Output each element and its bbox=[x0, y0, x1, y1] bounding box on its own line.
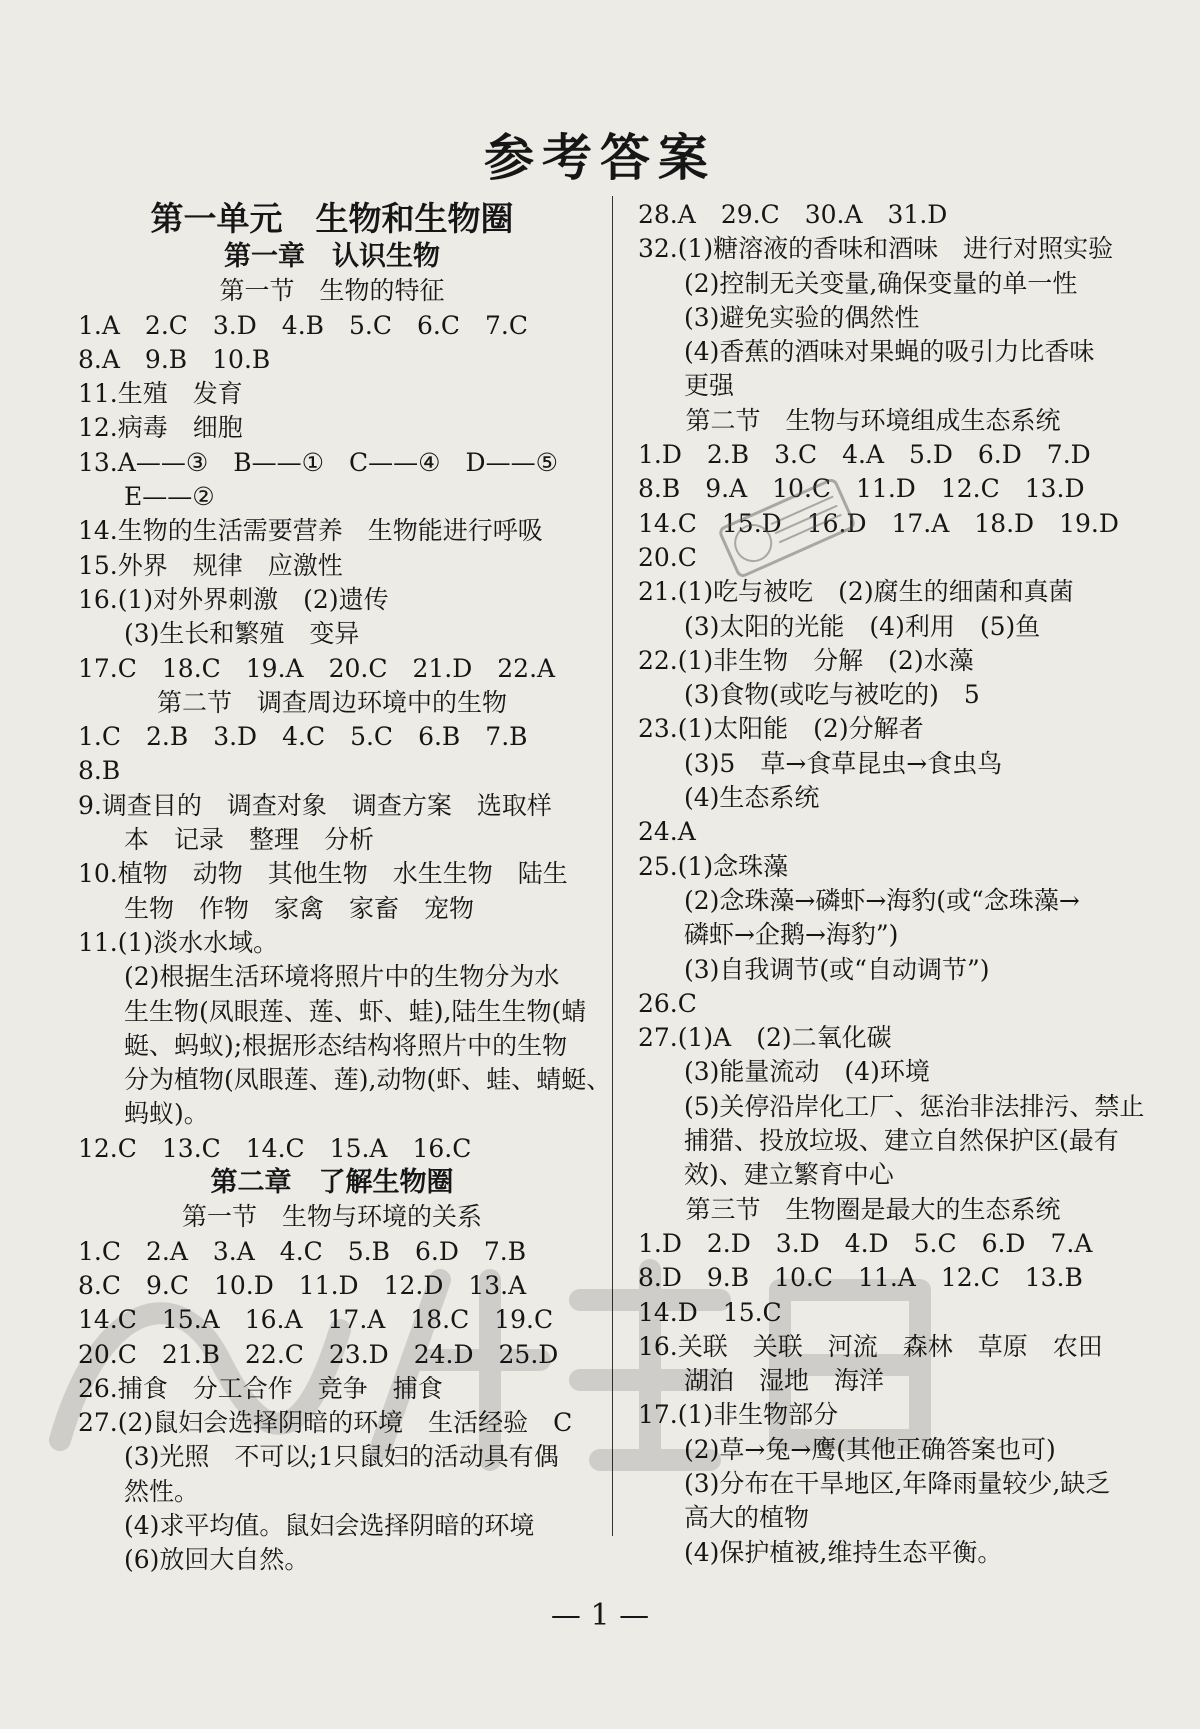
answer-line: (4)香蕉的酒味对果蝇的吸引力比香味 bbox=[684, 337, 1095, 367]
answer-line: (6)放回大自然。 bbox=[124, 1545, 310, 1575]
answer-line: 28.A 29.C 30.A 31.D bbox=[638, 200, 948, 229]
answer-line: 16.关联 关联 河流 森林 草原 农田 bbox=[638, 1331, 1103, 1361]
section-heading: 第二节 调查周边环境中的生物 bbox=[156, 687, 507, 717]
section-heading: 第一节 生物与环境的关系 bbox=[181, 1202, 482, 1232]
answer-line: 22.(1)非生物 分解 (2)水藻 bbox=[638, 645, 974, 675]
answer-line: 蜓、蚂蚁);根据形态结构将照片中的生物 bbox=[124, 1030, 568, 1060]
answer-line: 23.(1)太阳能 (2)分解者 bbox=[638, 714, 924, 744]
answer-line: 磷虾→企鹅→海豹”) bbox=[684, 920, 899, 950]
answer-line: (3)分布在干旱地区,年降雨量较少,缺乏 bbox=[684, 1468, 1111, 1498]
answer-line: 24.A bbox=[638, 817, 696, 847]
section-heading: 第二节 生物与环境组成生态系统 bbox=[685, 405, 1061, 435]
answer-line: (2)控制无关变量,确保变量的单一性 bbox=[684, 268, 1078, 298]
answer-line: (4)生态系统 bbox=[684, 783, 820, 813]
answer-line: 12.病毒 细胞 bbox=[78, 413, 243, 443]
answer-line: 生物 作物 家禽 家畜 宠物 bbox=[124, 893, 475, 923]
answer-line: (3)太阳的光能 (4)利用 (5)鱼 bbox=[684, 611, 1041, 641]
answer-line: (3)生长和繁殖 变异 bbox=[124, 619, 360, 649]
answer-line: 16.(1)对外界刺激 (2)遗传 bbox=[78, 584, 389, 614]
answer-line: 8.C 9.C 10.D 11.D 12.D 13.A bbox=[78, 1270, 527, 1300]
answer-line: 10.植物 动物 其他生物 水生生物 陆生 bbox=[78, 859, 568, 889]
chapter-heading: 第二章 了解生物圈 bbox=[210, 1167, 454, 1199]
answer-line: 湖泊 湿地 海洋 bbox=[684, 1366, 885, 1396]
right-column bbox=[638, 198, 1145, 1570]
answer-line: 1.D 2.D 3.D 4.D 5.C 6.D 7.A bbox=[638, 1228, 1093, 1258]
answer-line: (2)草→兔→鹰(其他正确答案也可) bbox=[684, 1434, 1056, 1464]
answer-line: 14.C 15.A 16.A 17.A 18.C 19.C bbox=[78, 1305, 554, 1335]
answer-line: 效)、建立繁育中心 bbox=[684, 1160, 894, 1190]
page-number: — 1 — bbox=[550, 1598, 650, 1633]
answer-line: (2)根据生活环境将照片中的生物分为水 bbox=[124, 962, 560, 992]
chapter-heading: 第一章 认识生物 bbox=[224, 241, 440, 272]
answer-line: 生生物(凤眼莲、莲、虾、蛙),陆生生物(蜻 bbox=[124, 996, 587, 1026]
answer-line: (5)关停沿岸化工厂、惩治非法排污、禁止 bbox=[684, 1091, 1145, 1121]
answer-line: 13.A——③ B——① C——④ D——⑤ bbox=[78, 447, 559, 477]
answer-line: 1.D 2.B 3.C 4.A 5.D 6.D 7.D bbox=[638, 440, 1091, 470]
answer-line: (3)避免实验的偶然性 bbox=[684, 302, 920, 332]
answer-line: (3)自我调节(或“自动调节”) bbox=[684, 954, 990, 984]
answer-line: 8.B 9.A 10.C 11.D 12.C 13.D bbox=[638, 474, 1085, 504]
answer-line: 1.C 2.B 3.D 4.C 5.C 6.B 7.B bbox=[78, 722, 528, 752]
answer-line: 26.捕食 分工合作 竞争 捕食 bbox=[78, 1373, 443, 1403]
answer-line: 更强 bbox=[684, 371, 735, 401]
page-title: 参考答案 bbox=[484, 129, 716, 187]
answer-line: 14.D 15.C bbox=[638, 1297, 782, 1327]
answer-line: (3)光照 不可以;1只鼠妇的活动具有偶 bbox=[124, 1442, 559, 1472]
answer-line: 25.(1)念珠藻 bbox=[638, 851, 789, 881]
answer-line: (4)保护植被,维持生态平衡。 bbox=[684, 1537, 1003, 1567]
answer-line: 蚂蚁)。 bbox=[124, 1099, 209, 1129]
answer-line: 17.(1)非生物部分 bbox=[638, 1400, 839, 1430]
answer-line: (4)求平均值。鼠妇会选择阴暗的环境 bbox=[124, 1510, 535, 1540]
answer-line: 27.(1)A (2)二氧化碳 bbox=[638, 1023, 892, 1053]
answer-line: 高大的植物 bbox=[684, 1503, 810, 1533]
answer-line: 17.C 18.C 19.A 20.C 21.D 22.A bbox=[78, 653, 556, 683]
answer-line: 26.C bbox=[638, 988, 697, 1018]
left-column bbox=[78, 198, 612, 1578]
answer-line: 14.生物的生活需要营养 生物能进行呼吸 bbox=[78, 516, 543, 546]
answer-line: 14.C 15.D 16.D 17.A 18.D 19.D bbox=[638, 508, 1119, 538]
answer-line: E——② bbox=[124, 482, 215, 512]
answer-line: 11.生殖 发育 bbox=[78, 379, 243, 409]
answer-line: 15.外界 规律 应激性 bbox=[78, 550, 343, 580]
answer-line: 8.D 9.B 10.C 11.A 12.C 13.B bbox=[638, 1263, 1083, 1293]
section-heading: 第三节 生物圈是最大的生态系统 bbox=[685, 1194, 1061, 1224]
answer-line: 11.(1)淡水水域。 bbox=[78, 927, 279, 957]
answer-line: 21.(1)吃与被吃 (2)腐生的细菌和真菌 bbox=[638, 577, 1074, 607]
answer-line: (2)念珠藻→磷虾→海豹(或“念珠藻→ bbox=[684, 885, 1080, 915]
answer-line: 8.B bbox=[78, 756, 121, 786]
answer-line: 8.A 9.B 10.B bbox=[78, 344, 271, 374]
answer-line: 20.C bbox=[638, 542, 697, 572]
answer-line: (3)能量流动 (4)环境 bbox=[684, 1057, 930, 1087]
answer-line: 1.C 2.A 3.A 4.C 5.B 6.D 7.B bbox=[78, 1236, 527, 1266]
answer-line: 32.(1)糖溶液的香味和酒味 进行对照实验 bbox=[638, 234, 1114, 264]
answer-line: (3)5 草→食草昆虫→食虫鸟 bbox=[684, 748, 1003, 778]
answer-line: 9.调查目的 调查对象 调查方案 选取样 bbox=[78, 790, 552, 820]
answer-line: 捕猎、投放垃圾、建立自然保护区(最有 bbox=[684, 1126, 1119, 1156]
answer-line: 20.C 21.B 22.C 23.D 24.D 25.D bbox=[78, 1339, 559, 1369]
column-divider bbox=[612, 196, 613, 1536]
answer-line: 27.(2)鼠妇会选择阴暗的环境 生活经验 C bbox=[78, 1408, 573, 1438]
answer-line: (3)食物(或吃与被吃的) 5 bbox=[684, 680, 980, 710]
answer-line: 本 记录 整理 分析 bbox=[124, 825, 375, 855]
answer-line: 12.C 13.C 14.C 15.A 16.C bbox=[78, 1133, 472, 1163]
section-heading: 第一节 生物的特征 bbox=[219, 276, 445, 306]
answer-line: 分为植物(凤眼莲、莲),动物(虾、蛙、蜻蜓、 bbox=[124, 1065, 612, 1095]
unit-heading: 第一单元 生物和生物圈 bbox=[150, 199, 514, 238]
answer-line: 1.A 2.C 3.D 4.B 5.C 6.C 7.C bbox=[78, 310, 528, 340]
answer-line: 然性。 bbox=[124, 1476, 200, 1506]
